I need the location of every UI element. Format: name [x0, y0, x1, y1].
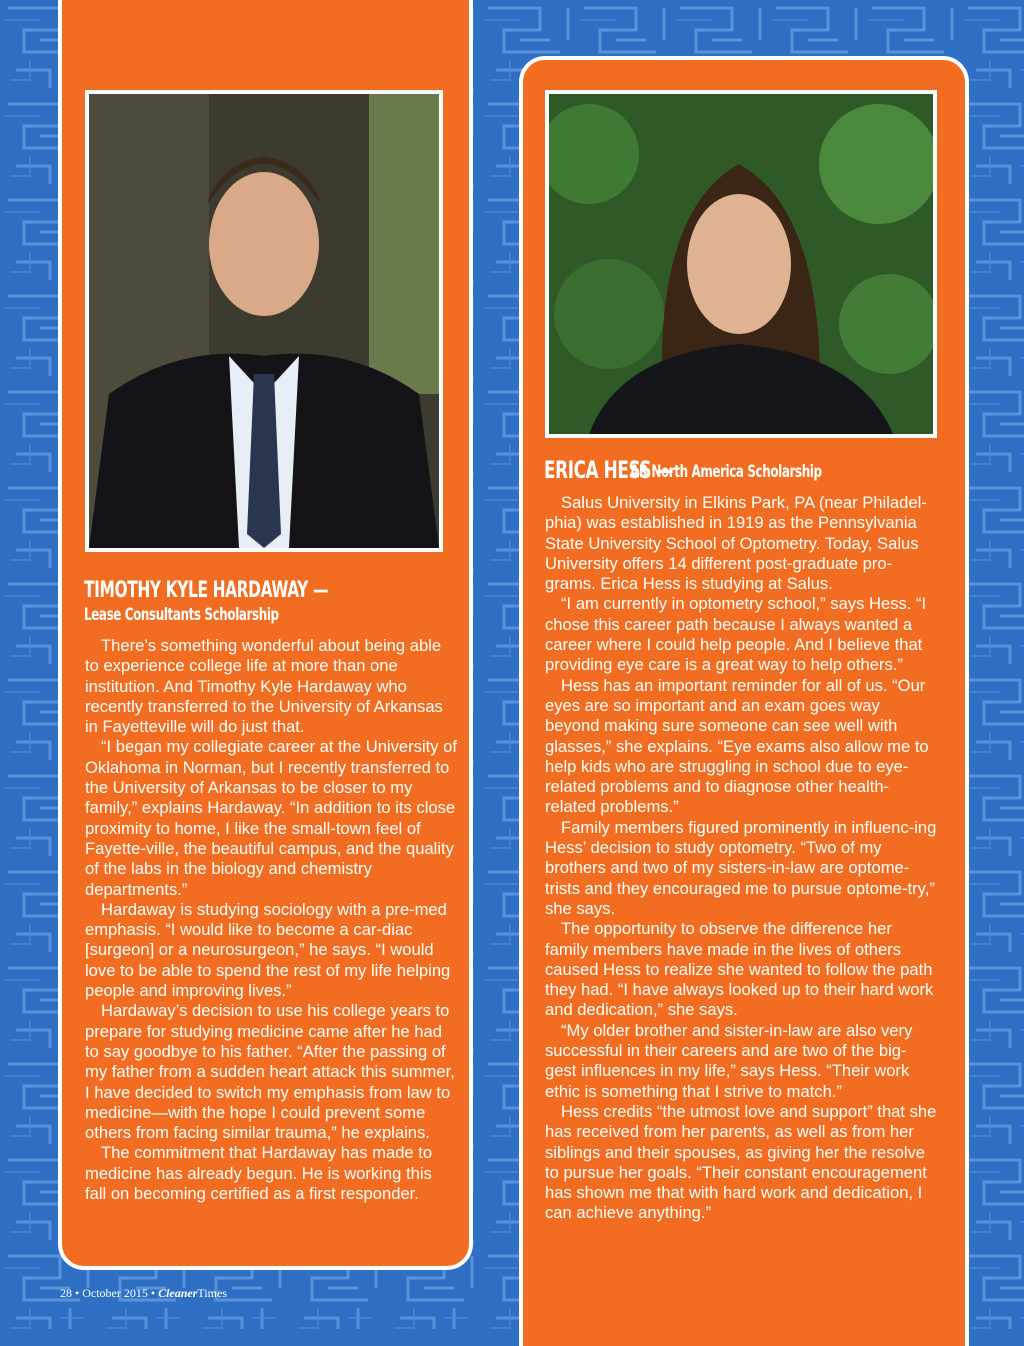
portrait-man-image	[89, 94, 439, 548]
paragraph: Hardaway is studying sociology with a pre-med emphasis. “I would like to become a car-diac [surgeon] or a neurosurgeon,” he says. “I would love to be able to spend the rest of my life helping people and improving lives.”	[85, 899, 451, 1001]
hess-article-body	[545, 493, 937, 1224]
magazine-name-part1: Cleaner	[158, 1286, 198, 1300]
paragraph: Hardaway’s decision to use his college years to prepare for studying medicine came after he had to say goodbye to his father. “After the passing of my father from a sudden heart attack this summer, I have decided to switch my emphasis from law to medicine—with the hope I could prevent some others from facing similar trauma,” he explains.	[85, 1001, 455, 1143]
magazine-name-part2: Times	[197, 1286, 227, 1300]
hardaway-photo	[85, 90, 443, 552]
paragraph: “I began my collegiate career at the University of Oklahoma in Norman, but I recently transferred to the University of Arkansas to be closer to my family,” explains Hardaway. “In addition to its close proximity to home, I like the small-town feel of Fayette-ville, the beautiful campus, and the quality of the labs in the biology and chemistry departments.”	[85, 737, 458, 899]
paragraph: Hess has an important reminder for all of us. “Our eyes are so important and an exam goes way beyond making sure someone can see well with glasses,” she explains. “Eye exams also allow me to help kids who are struggling in school due to eye-related problems and to diagnose other health-related problems.”	[545, 675, 929, 817]
hess-heading	[544, 456, 822, 484]
paragraph: Hess credits “the utmost love and support” that she has received from her parents, as well as from her siblings and their spouses, as giving her the resolve to pursue her goals. “Their constant encouragement has shown me that with hard work and dedication, I can achieve anything.”	[545, 1101, 937, 1223]
hardaway-name: TIMOTHY KYLE HARDAWAY —	[84, 578, 329, 603]
hess-name: ERICA HESS —	[544, 456, 674, 484]
paragraph: “My older brother and sister-in-law are also very successful in their careers and are two of the big-gest influences in my life,” says Hess. “Their work ethic is something that I strive to match.”	[545, 1020, 913, 1101]
portrait-woman-image	[549, 94, 933, 434]
page-footer	[60, 1286, 227, 1301]
paragraph: The commitment that Hardaway has made to medicine has already begun. He is working this fall on becoming certified as a first responder.	[85, 1143, 433, 1204]
hardaway-heading	[84, 578, 397, 626]
hardaway-article-body	[85, 636, 457, 1204]
paragraph: “I am currently in optometry school,” says Hess. “I chose this career path because I always wanted a career where I could help people. And I believe that providing eye care is a great way to help others.”	[545, 594, 927, 675]
paragraph: There’s something wonderful about being able to experience college life at more than one institution. And Timothy Kyle Hardaway who recently transferred to the University of Arkansas in Fayetteville will do just that.	[85, 636, 443, 737]
hardaway-scholarship: Lease Consultants Scholarship	[84, 605, 279, 625]
paragraph: The opportunity to observe the difference her family members have made in the lives of others caused Hess to realize she wanted to follow the path they had. “I have always looked up to their hard work and dedication,” she says.	[545, 919, 934, 1020]
hess-scholarship: AR North America Scholarship	[630, 462, 822, 482]
paragraph: Salus University in Elkins Park, PA (near Philadel-phia) was established in 1919 as the Pennsylvania State University School of Optometry. Today, Salus University offers 14 different post-graduate pro-grams. Erica Hess is studying at Salus.	[545, 493, 927, 594]
folio: 28 • October 2015 •	[60, 1286, 156, 1300]
hess-photo	[545, 90, 937, 438]
paragraph: Family members figured prominently in influenc-ing Hess’ decision to study optometry. “Two of my brothers and two of my sisters-in-law are optome-trists and they encouraged me to pursue optome-try,” she says.	[545, 817, 937, 918]
